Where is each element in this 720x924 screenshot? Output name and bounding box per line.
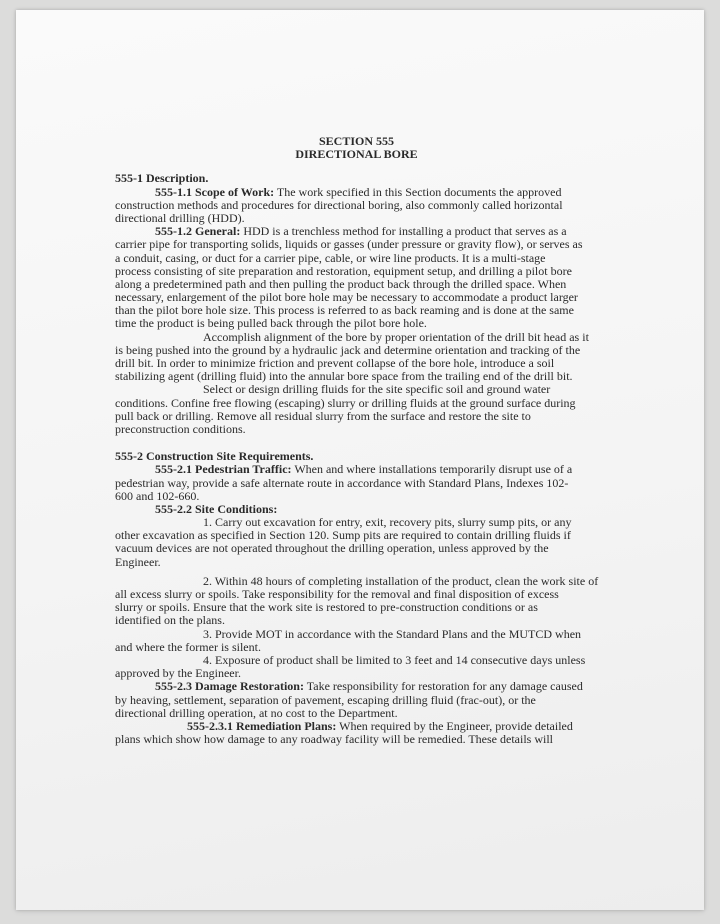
scope-first-line <box>115 186 590 199</box>
item1-line: other excavation as specified in Section 120. Sump pits are required to contain drilling fluids if <box>115 528 571 543</box>
site-conditions-label: 555-2.2 Site Conditions: <box>155 501 278 516</box>
scope-line: construction methods and procedures for directional boring, also commonly called horizontal <box>115 197 563 212</box>
general-line: along a predetermined path and then pulling the product back through the drilled space. When <box>115 276 567 291</box>
general-line: necessary, enlargement of the pilot bore hole may be necessary to accommodate a product larger <box>115 290 578 305</box>
damage-line: directional drilling operation, at no cost to the Department. <box>115 705 398 720</box>
item2-line: all excess slurry or spoils. Take responsibility for the removal and final disposition of excess <box>115 587 559 601</box>
heading-description: 555-1 Description. <box>115 171 209 186</box>
scope-text: The work specified in this Section documents the approved <box>274 184 562 199</box>
section-number: SECTION 555 <box>318 134 395 148</box>
alignment-line: Accomplish alignment of the bore by proper orientation of the drill bit head as it <box>203 329 589 344</box>
item4-line: approved by the Engineer. <box>115 666 241 681</box>
item1-line: 1. Carry out excavation for entry, exit, recovery pits, slurry sump pits, or any <box>203 515 572 530</box>
item2-line: slurry or spoils. Ensure that the work site is restored to pre-construction conditions or as <box>115 600 538 615</box>
title-block <box>123 135 590 161</box>
pedestrian-label: 555-2.1 Pedestrian Traffic: <box>155 462 292 477</box>
general-line: carrier pipe for transporting solids, liquids or gasses (under pressure or gravity flow), or serves as <box>115 237 583 252</box>
item3-line: and where the former is silent. <box>115 639 261 654</box>
item2-line: 2. Within 48 hours of completing installation of the product, clean the work site of <box>203 573 599 588</box>
document-body <box>115 134 599 747</box>
general-text: HDD is a trenchless method for installing a product that serves as a <box>240 224 567 239</box>
remediation-text: When required by the Engineer, provide detailed <box>336 718 573 733</box>
item2-line: identified on the plans. <box>115 613 225 628</box>
general-line: than the pilot bore hole size. This process is referred to as back reaming and is done at the same <box>115 303 574 318</box>
damage-label: 555-2.3 Damage Restoration: <box>155 679 304 694</box>
scope-line: directional drilling (HDD). <box>115 210 245 225</box>
scope-label: 555-1.1 Scope of Work: <box>155 184 275 199</box>
general-label: 555-1.2 General: <box>155 224 241 239</box>
fluids-line: pull back or drilling. Remove all residual slurry from the surface and restore the site to <box>115 408 531 423</box>
pedestrian-first-line <box>115 463 590 476</box>
remediation-label: 555-2.3.1 Remediation Plans: <box>187 718 337 733</box>
heading-site-requirements: 555-2 Construction Site Requirements. <box>115 449 314 464</box>
fluids-line: preconstruction conditions. <box>115 421 246 436</box>
general-line: time the product is being pulled back through the pilot bore hole. <box>115 316 427 331</box>
remediation-line: plans which show how damage to any roadway facility will be remedied. These details will <box>115 732 553 747</box>
fluids-line: Select or design drilling fluids for the site specific soil and ground water <box>203 382 551 397</box>
item1-line: vacuum devices are not operated throughout the drilling operation, unless approved by the <box>115 541 549 556</box>
document-page <box>16 10 704 910</box>
damage-text: Take responsibility for restoration for any damage caused <box>303 679 583 694</box>
general-line: process consisting of site preparation and restoration, equipment setup, and drilling a pilot bore <box>115 263 572 278</box>
item1-line: Engineer. <box>115 554 161 569</box>
damage-line: by heaving, settlement, separation of pavement, escaping drilling fluid (frac-out), or the <box>115 692 536 707</box>
item4-line: 4. Exposure of product shall be limited to 3 feet and 14 consecutive days unless <box>203 652 586 667</box>
fluids-line: conditions. Confine free flowing (escaping) slurry or drilling fluids at the ground surface during <box>115 395 576 410</box>
pedestrian-line: 600 and 102-660. <box>115 488 200 503</box>
alignment-line: is being pushed into the ground by a hydraulic jack and determine orientation and tracking of the <box>115 342 581 357</box>
pedestrian-text: When and where installations temporarily disrupt use of a <box>291 462 573 477</box>
pedestrian-line: pedestrian way, provide a safe alternate route in accordance with Standard Plans, Indexes 102- <box>115 475 569 490</box>
general-line: a conduit, casing, or duct for a carrier pipe, cable, or wire line products. It is a multi-stage <box>115 250 546 265</box>
alignment-line: stabilizing agent (drilling fluid) into the annular bore space from the trailing end of the drill bit. <box>115 369 573 384</box>
damage-first-line <box>115 680 590 693</box>
section-title: DIRECTIONAL BORE <box>295 147 418 162</box>
item3-line: 3. Provide MOT in accordance with the Standard Plans and the MUTCD when <box>203 626 582 641</box>
alignment-line: drill bit. In order to minimize friction and prevent collapse of the bore hole, introduce a soil <box>115 356 555 370</box>
